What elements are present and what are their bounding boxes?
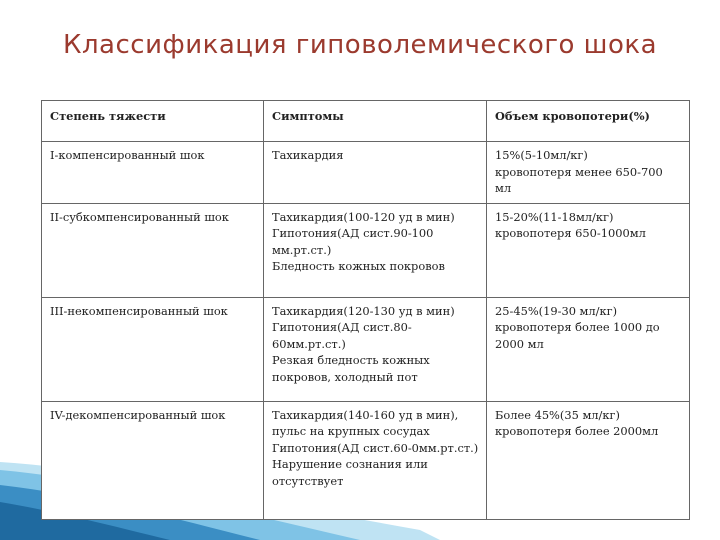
symptom-line: Резкая бледность кожных — [272, 353, 430, 368]
symptom-line: Нарушение сознания или — [272, 457, 428, 472]
symptoms-cell — [264, 203, 487, 297]
table-header-row — [42, 101, 690, 142]
blood-loss-cell — [487, 142, 690, 204]
symptom-line: Тахикардия(100-120 уд в мин) — [272, 209, 455, 224]
degree-cell: I-компенсированный шок — [42, 142, 264, 204]
table-row — [42, 203, 690, 297]
table-row — [42, 142, 690, 204]
loss-line: 15-20%(11-18мл/кг) — [495, 209, 614, 224]
degree-cell: III-некомпенсированный шок — [42, 297, 264, 401]
table-row — [42, 297, 690, 401]
symptom-line: пульс на крупных сосудах — [272, 424, 430, 439]
symptoms-cell — [264, 142, 487, 204]
blood-loss-cell — [487, 297, 690, 401]
loss-line: Более 45%(35 мл/кг) — [495, 407, 620, 422]
table-row — [42, 401, 690, 519]
symptom-line: отсутствует — [272, 473, 344, 488]
degree-cell: IV-декомпенсированный шок — [42, 401, 264, 519]
symptom-line: покровов, холодный пот — [272, 369, 418, 384]
symptom-line: мм.рт.ст.) — [272, 242, 332, 257]
symptom-line: Тахикардия(120-130 уд в мин) — [272, 303, 455, 318]
header-blood-loss: Объем кровопотери(%) — [487, 101, 690, 142]
loss-line: кровопотеря более 1000 до — [495, 320, 660, 335]
symptom-line: 60мм.рт.ст.) — [272, 336, 346, 351]
loss-line: 25-45%(19-30 мл/кг) — [495, 303, 618, 318]
page-title: Классификация гиповолемического шока — [62, 30, 657, 60]
symptoms-cell — [264, 297, 487, 401]
loss-line: кровопотеря менее 650-700 мл — [495, 164, 663, 196]
symptom-line: Гипотония(АД сист.90-100 — [272, 226, 434, 241]
loss-line: кровопотеря 650-1000мл — [495, 226, 646, 241]
loss-line: 15%(5-10мл/кг) — [495, 148, 588, 162]
shock-classification-table — [41, 100, 690, 520]
blood-loss-cell — [487, 401, 690, 519]
header-degree: Степень тяжести — [42, 101, 264, 142]
symptom-line: Бледность кожных покровов — [272, 259, 445, 274]
symptom-line: Гипотония(АД сист.80- — [272, 320, 412, 335]
symptom-line: Тахикардия(140-160 уд в мин), — [272, 407, 459, 422]
header-symptoms: Симптомы — [264, 101, 487, 142]
symptom-line: Тахикардия — [272, 148, 344, 162]
blood-loss-cell — [487, 203, 690, 297]
loss-line: 2000 мл — [495, 336, 544, 351]
symptom-line: Гипотония(АД сист.60-0мм.рт.ст.) — [272, 440, 479, 455]
loss-line: кровопотеря более 2000мл — [495, 424, 659, 439]
symptoms-cell — [264, 401, 487, 519]
degree-cell: II-субкомпенсированный шок — [42, 203, 264, 297]
